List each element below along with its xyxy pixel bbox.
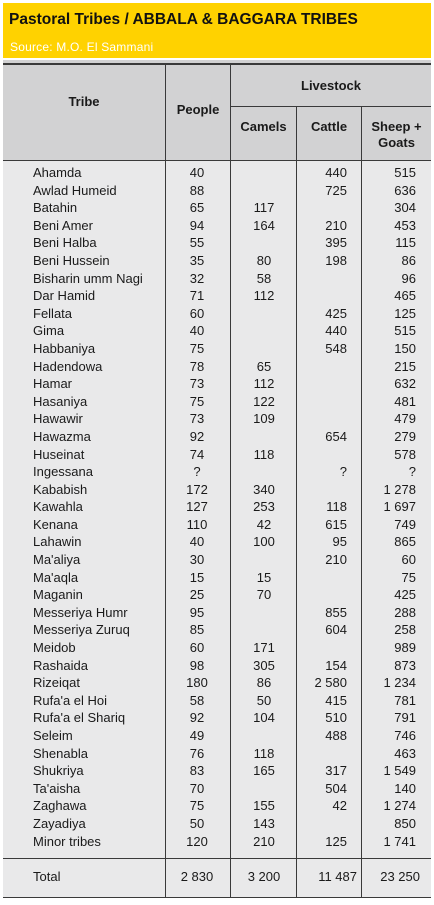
cell-tribe: Huseinat [33, 446, 85, 462]
cell-cattle [297, 586, 360, 604]
cell-tribe: Fellata [33, 305, 73, 321]
cell-cattle [297, 393, 360, 411]
cell-sheep: 873 [394, 657, 416, 673]
cell-sheep: 86 [401, 252, 416, 268]
cell-cattle: 42 [332, 798, 347, 814]
livestock-rule [231, 106, 431, 107]
cell-camels: 117 [253, 200, 275, 216]
cell-tribe: Habbaniya [33, 340, 96, 356]
cell-tribe: Hadendowa [33, 358, 103, 374]
cell-tribe: Ma'aqla [33, 569, 79, 585]
cell-people: 35 [189, 252, 205, 268]
header-sheep-line2: Goats [378, 135, 415, 150]
cell-cattle: 510 [325, 710, 347, 726]
cell-people: 75 [189, 798, 205, 814]
cell-cattle [297, 358, 360, 376]
cell-people: 73 [189, 411, 205, 427]
cell-cattle [297, 410, 360, 428]
cell-people: 98 [189, 657, 205, 673]
cell-sheep: 258 [394, 622, 416, 638]
header-sheep-line1: Sheep + [371, 119, 422, 134]
cell-sheep: 781 [394, 692, 416, 708]
cell-tribe: Rashaida [33, 657, 88, 673]
cell-people: 73 [189, 376, 205, 392]
cell-tribe: Rizeiqat [33, 675, 80, 691]
cell-camels [232, 182, 296, 200]
cell-cattle [297, 481, 360, 499]
cell-cattle: 504 [325, 780, 347, 796]
cell-sheep: 125 [394, 305, 416, 321]
cell-sheep: 463 [394, 745, 416, 761]
cell-sheep: 304 [394, 200, 416, 216]
cell-camels [232, 305, 296, 323]
cell-sheep: 989 [394, 640, 416, 656]
cell-tribe: Hasaniya [33, 393, 88, 409]
cell-tribe: Kababish [33, 481, 88, 497]
cell-tribe: Messeriya Zuruq [33, 622, 130, 638]
cell-people: 172 [186, 481, 208, 497]
cell-camels: 112 [253, 288, 275, 304]
cell-tribe: Bisharin umm Nagi [33, 270, 143, 286]
cell-people: 83 [189, 763, 205, 779]
title-banner [3, 3, 431, 58]
cell-camels [232, 322, 296, 340]
column-camels [232, 164, 296, 850]
source-note: Source: M.O. El Sammani [10, 40, 154, 54]
cell-cattle [297, 745, 360, 763]
cell-cattle: 125 [325, 833, 347, 849]
cell-tribe: Lahawin [33, 534, 82, 550]
cell-camels: 70 [256, 587, 272, 603]
total-sheep-goats: 23 250 [380, 869, 420, 884]
cell-cattle: 440 [325, 165, 347, 180]
cell-cattle: 118 [326, 499, 347, 515]
cell-people: 120 [186, 833, 208, 849]
cell-camels [232, 604, 296, 622]
cell-tribe: Seleim [33, 728, 73, 743]
cell-tribe: Hawazma [33, 428, 91, 444]
cell-people: 92 [189, 428, 205, 444]
cell-sheep: 1 741 [383, 833, 416, 849]
top-rule [3, 63, 431, 65]
cell-camels: 58 [256, 270, 272, 286]
header-livestock: Livestock [301, 78, 361, 93]
cell-camels [232, 340, 296, 358]
cell-cattle: 415 [325, 692, 347, 708]
cell-tribe: Rufa'a el Shariq [33, 710, 126, 726]
cell-camels: 100 [253, 534, 275, 550]
cell-people: 92 [189, 710, 205, 726]
cell-tribe: Kawahla [33, 499, 83, 515]
cell-cattle [297, 639, 360, 657]
page-title: Pastoral Tribes / ABBALA & BAGGARA TRIBES [9, 11, 358, 28]
cell-tribe: Beni Amer [33, 217, 93, 233]
cell-people: 95 [189, 604, 205, 620]
cell-cattle: 317 [325, 763, 347, 779]
cell-tribe: Messeriya Humr [33, 604, 128, 620]
cell-people: 15 [189, 569, 205, 585]
cell-cattle: 855 [325, 604, 347, 620]
cell-sheep: 60 [401, 552, 416, 568]
total-camels: 3 200 [247, 869, 281, 884]
cell-cattle: 654 [325, 428, 347, 444]
cell-cattle: 425 [325, 305, 347, 321]
cell-tribe: Minor tribes [33, 833, 101, 849]
cell-camels [232, 621, 296, 639]
cell-camels: 104 [253, 710, 275, 726]
cell-cattle: 548 [325, 340, 347, 356]
cell-people: 71 [189, 288, 205, 304]
cell-sheep: 453 [394, 217, 416, 233]
cell-people: 25 [189, 587, 205, 603]
header-bottom-rule [3, 160, 431, 161]
cell-cattle: 615 [325, 516, 347, 532]
cell-sheep: 746 [394, 728, 416, 743]
cell-cattle [297, 569, 360, 587]
cell-people: 40 [189, 323, 205, 339]
cell-cattle [297, 375, 360, 393]
cell-tribe: Zaghawa [33, 798, 87, 814]
total-people: 2 830 [180, 869, 214, 884]
total-rule [3, 858, 431, 859]
cell-camels: 143 [253, 815, 275, 831]
cell-people: 30 [189, 552, 205, 568]
cell-tribe: Zayadiya [33, 815, 86, 831]
cell-people: 65 [189, 200, 205, 216]
cell-cattle: 440 [325, 323, 347, 339]
cell-tribe: Meidob [33, 640, 76, 656]
cell-camels: 340 [253, 481, 275, 497]
cell-camels: 164 [253, 217, 275, 233]
cell-cattle [297, 815, 360, 833]
cell-cattle: 488 [325, 728, 347, 743]
cell-people: 60 [189, 640, 205, 656]
cell-sheep: 515 [394, 165, 416, 180]
cell-camels: 15 [256, 569, 272, 585]
cell-cattle [297, 287, 360, 305]
cell-tribe: Dar Hamid [33, 288, 96, 304]
cell-people: 49 [189, 728, 205, 743]
cell-tribe: Beni Hussein [33, 252, 110, 268]
header-tribe: Tribe [68, 94, 100, 109]
cell-camels: 50 [256, 692, 272, 708]
cell-people: 180 [186, 675, 208, 691]
cell-camels: 42 [256, 516, 272, 532]
cell-people: 60 [189, 305, 205, 321]
cell-people: 110 [186, 516, 208, 532]
cell-tribe: Shenabla [33, 745, 88, 761]
cell-cattle: 198 [325, 252, 347, 268]
cell-sheep: 425 [394, 587, 416, 603]
cell-tribe: Hawawir [33, 411, 83, 427]
cell-cattle: ? [339, 464, 347, 480]
cell-sheep: 279 [394, 428, 416, 444]
cell-camels [232, 164, 296, 182]
cell-cattle: 395 [325, 235, 347, 251]
cell-cattle [297, 199, 360, 217]
cell-sheep: 515 [394, 323, 416, 339]
cell-sheep: 75 [401, 569, 416, 585]
cell-people: 75 [189, 393, 205, 409]
cell-people: 40 [189, 165, 205, 180]
cell-camels: 118 [253, 446, 275, 462]
cell-camels: 112 [253, 376, 275, 392]
column-cattle [297, 164, 360, 850]
cell-camels [232, 428, 296, 446]
cell-sheep: 865 [394, 534, 416, 550]
cell-people: 50 [189, 815, 205, 831]
cell-sheep: ? [408, 464, 416, 480]
cell-people: 32 [189, 270, 205, 286]
cell-sheep: 481 [394, 393, 416, 409]
cell-tribe: Hamar [33, 376, 73, 392]
cell-sheep: 150 [394, 340, 416, 356]
cell-camels: 155 [253, 798, 275, 814]
cell-cattle: 2 580 [314, 675, 347, 691]
cell-tribe: Batahin [33, 200, 78, 216]
cell-tribe: Rufa'a el Hoi [33, 692, 108, 708]
cell-camels: 65 [256, 358, 272, 374]
cell-sheep: 465 [394, 288, 416, 304]
header-people: People [176, 102, 220, 117]
cell-people: 88 [189, 182, 205, 198]
cell-camels: 118 [253, 745, 275, 761]
cell-sheep: 1 278 [383, 481, 416, 497]
cell-camels: 80 [256, 252, 272, 268]
cell-people: 58 [189, 692, 205, 708]
cell-sheep: 96 [401, 270, 416, 286]
cell-people: 70 [189, 780, 205, 796]
cell-camels: 109 [253, 411, 275, 427]
cell-tribe: Ta'aisha [33, 780, 81, 796]
cell-sheep: 850 [394, 815, 416, 831]
cell-cattle: 95 [332, 534, 347, 550]
total-cattle: 11 487 [318, 869, 357, 884]
column-people [166, 164, 228, 850]
cell-tribe: Awlad Humeid [33, 182, 117, 198]
cell-camels: 165 [253, 763, 275, 779]
cell-people: 85 [189, 622, 205, 638]
cell-tribe: Ingessana [33, 464, 93, 480]
cell-cattle: 154 [325, 657, 347, 673]
cell-camels [232, 727, 296, 745]
header-sheep-goats [362, 119, 431, 151]
cell-camels [232, 234, 296, 252]
cell-sheep: 479 [394, 411, 416, 427]
cell-camels [232, 780, 296, 798]
cell-cattle: 725 [325, 182, 347, 198]
cell-tribe: Kenana [33, 516, 78, 532]
cell-sheep: 215 [394, 358, 416, 374]
cell-tribe: Shukriya [33, 763, 84, 779]
cell-people: ? [193, 464, 201, 480]
cell-sheep: 140 [394, 780, 416, 796]
cell-cattle: 210 [325, 217, 347, 233]
cell-camels [232, 463, 296, 481]
cell-sheep: 115 [395, 235, 416, 251]
cell-tribe: Ma'aliya [33, 552, 81, 568]
cell-tribe: Gima [33, 323, 65, 339]
cell-people: 76 [189, 745, 205, 761]
cell-camels: 210 [253, 833, 275, 849]
header-camels: Camels [240, 119, 287, 134]
cell-sheep: 1 549 [383, 763, 416, 779]
cell-sheep: 1 234 [383, 675, 416, 691]
cell-camels: 86 [256, 675, 272, 691]
cell-sheep: 578 [394, 446, 416, 462]
cell-people: 94 [189, 217, 205, 233]
cell-sheep: 288 [394, 604, 416, 620]
cell-camels: 122 [253, 393, 275, 409]
cell-tribe: Maganin [33, 587, 83, 603]
cell-tribe: Beni Halba [33, 235, 97, 251]
cell-sheep: 1 697 [383, 499, 416, 515]
cell-camels: 305 [253, 657, 275, 673]
cell-sheep: 749 [394, 516, 416, 532]
cell-cattle: 604 [325, 622, 347, 638]
cell-cattle: 210 [325, 552, 347, 568]
cell-camels: 171 [253, 640, 275, 656]
total-label: Total [33, 869, 61, 884]
cell-people: 127 [186, 499, 208, 515]
cell-sheep: 636 [394, 182, 416, 198]
cell-people: 40 [189, 534, 205, 550]
cell-sheep: 791 [394, 710, 416, 726]
cell-people: 74 [189, 446, 205, 462]
header-cattle: Cattle [310, 119, 348, 134]
cell-tribe: Ahamda [33, 165, 82, 180]
cell-people: 55 [189, 235, 205, 251]
cell-cattle [297, 270, 360, 288]
cell-sheep: 1 274 [383, 798, 416, 814]
cell-sheep: 632 [394, 376, 416, 392]
cell-camels [232, 551, 296, 569]
cell-cattle [297, 446, 360, 464]
cell-camels: 253 [253, 499, 275, 515]
divider-livestock [230, 63, 231, 898]
cell-people: 78 [189, 358, 205, 374]
cell-people: 75 [189, 340, 205, 356]
bottom-rule [3, 897, 431, 898]
column-tribe [33, 164, 143, 850]
column-sheep-goats [362, 164, 425, 850]
